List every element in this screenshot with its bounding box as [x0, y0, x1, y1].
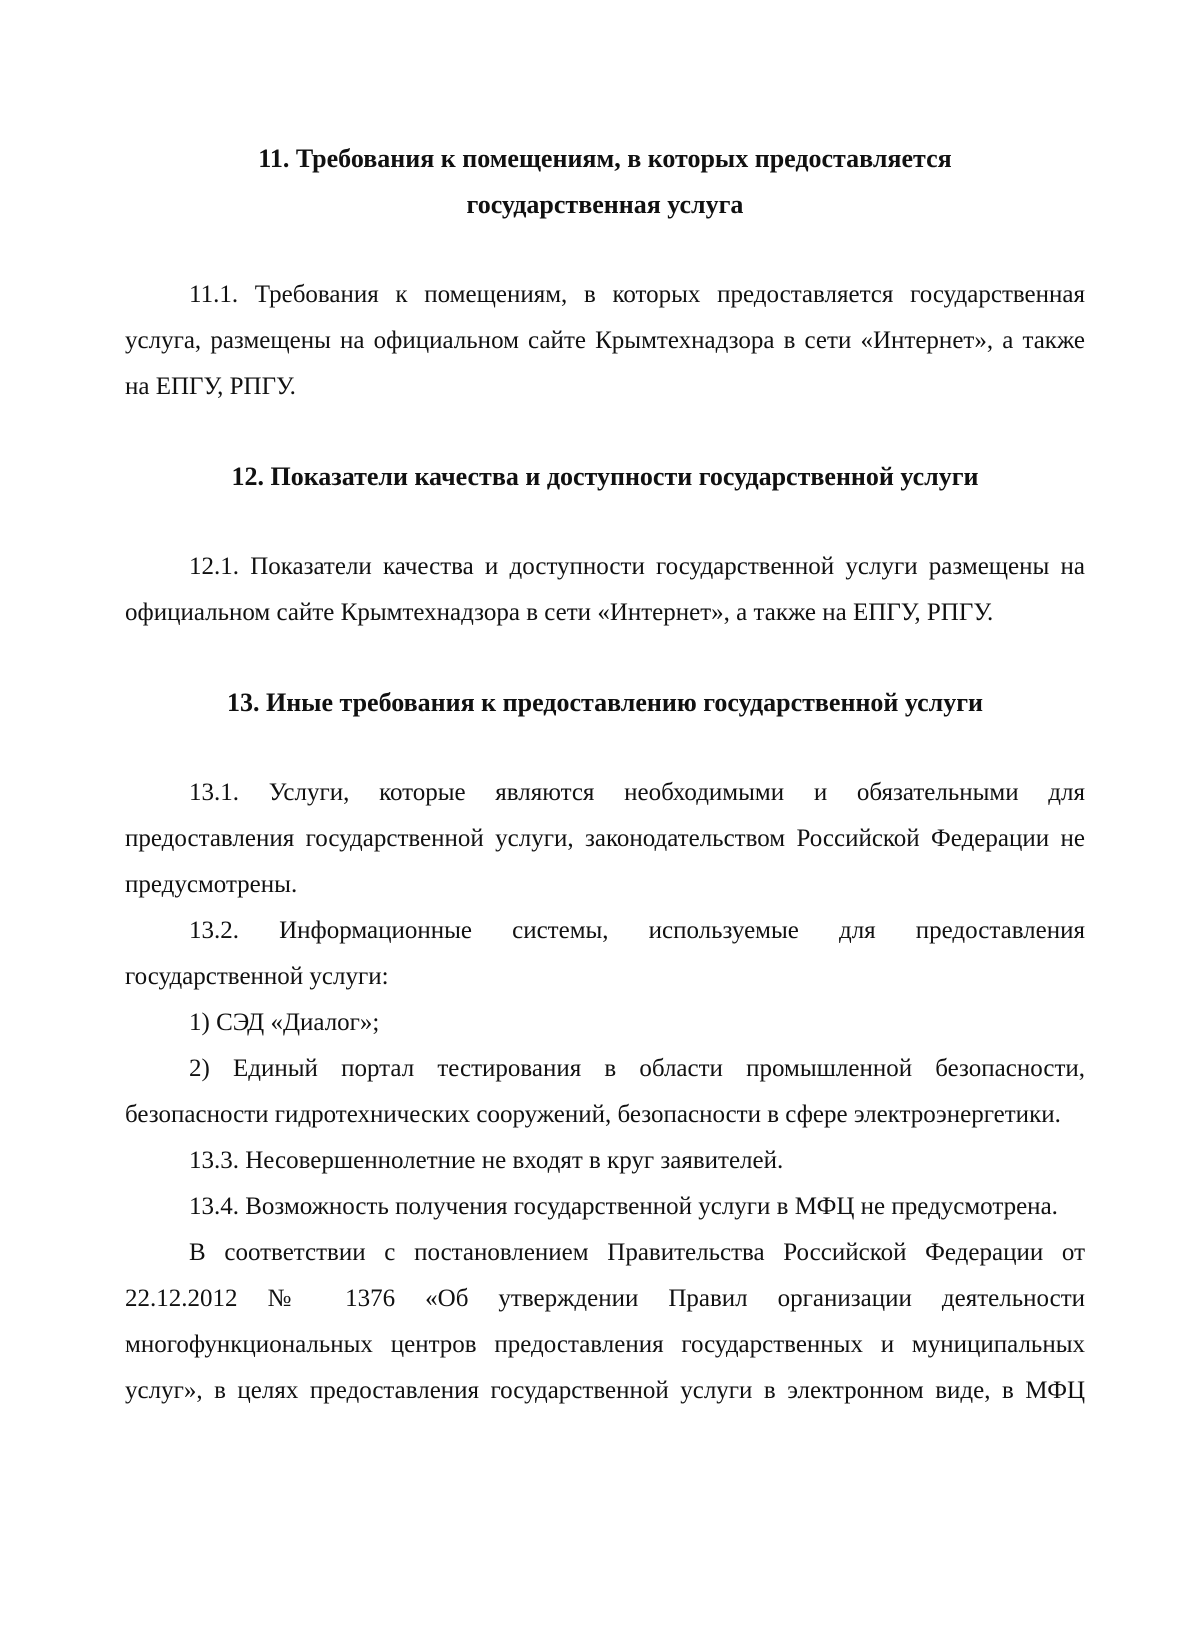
list-item-1: 1) СЭД «Диалог»;: [189, 1009, 380, 1036]
paragraph-13-4: 13.4. Возможность получения государственной услуги в МФЦ не предусмотрена.: [189, 1193, 1058, 1220]
document-body: [125, 136, 1085, 1414]
paragraph-13-1: 13.1. Услуги, которые являются необходимыми и обязательными для предоставления государственной услуги, законодательством Российской Федерации не предусмотрены.: [125, 779, 1085, 898]
section-11-heading: 11. Требования к помещениям, в которых предоставляется государственная услуга: [258, 144, 952, 219]
paragraph-13-2: 13.2. Информационные системы, используемые для предоставления государственной услуги:: [125, 917, 1085, 990]
paragraph-12-1: 12.1. Показатели качества и доступности государственной услуги размещены на официальном сайте Крымтехнадзора в сети «Интернет», а также на ЕПГУ, РПГУ.: [125, 553, 1085, 626]
section-13-heading: 13. Иные требования к предоставлению государственной услуги: [226, 688, 984, 717]
section-12-heading: 12. Показатели качества и доступности государственной услуги: [231, 462, 979, 491]
list-item-2: 2) Единый портал тестирования в области промышленной безопасности, безопасности гидротехнических сооружений, безопасности в сфере электроэнергетики.: [125, 1055, 1085, 1128]
paragraph-13-3: 13.3. Несовершеннолетние не входят в круг заявителей.: [189, 1147, 784, 1174]
paragraph-11-1: 11.1. Требования к помещениям, в которых предоставляется государственная услуга, размещены на официальном сайте Крымтехнадзора в сети «Интернет», а также на ЕПГУ, РПГУ.: [125, 281, 1085, 400]
paragraph-mfc-continuation: В соответствии с постановлением Правительства Российской Федерации от 22.12.2012 № 1376 «Об утверждении Правил организации деятельности многофункциональных центров предоставления государственных и муниципальных услуг», в целях предоставления государственной услуги в электронном виде, в МФЦ: [125, 1239, 1085, 1404]
